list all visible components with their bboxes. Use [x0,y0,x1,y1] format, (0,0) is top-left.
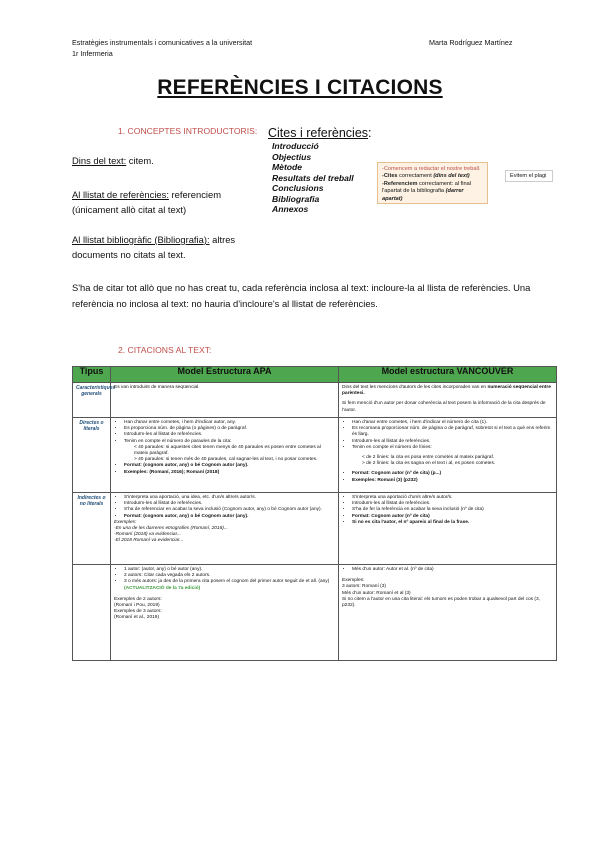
header-course: Estratègies instrumentals i comunicatives a la universitat [72,38,253,47]
table-row [73,565,557,661]
table-header-row [73,367,557,383]
cell-apa-direct: • Han d'anar entre cometes, i hem d'indicar autor, any. • Es proporciona núm. de pàgina (o pàgines) o de paràgraf. • Introduïm-les al llistat de referències. • Tenim en compte el número de paraules de la cita: < 40 paraules: si aquestes cites tenen menys de 40 paraules es posen entre cometes al mateix paràgraf. > 40 paraules: si tenen més de 40 paraules, cal sagnar-les al text, i no posar cometes. • Format: (cognom autor, any) o bé Cognom autor (any). • Exemples: (Romaní, 2016); Romaní (2018) [111,418,339,493]
def-ref [72,187,221,217]
section1-heading: 1. CONCEPTES INTRODUCTORIS: [118,126,258,136]
cites-item: Mètode [272,162,303,172]
row-label-general: Característiques generals [73,383,111,418]
def-ref-label: Al llistat de referències: [72,189,169,200]
page-title: REFERÈNCIES I CITACIONS [157,76,443,99]
def-text-value: citem. [126,155,154,166]
cites-item: Introducció [272,141,319,151]
plagiarism-box: Evitem el plagi [505,170,553,182]
cites-heading: Cites i referències: [268,126,372,140]
def-bib-label: Al llistat bibliogràfic (Bibliografia): [72,234,210,245]
note-line5: apartat) [382,195,403,202]
def-text [72,153,154,168]
row-label-indirect: Indirectes o no literals [73,493,111,565]
cites-item: Conclusions [272,183,324,193]
row-label-empty [73,565,111,661]
def-ref-value: referenciem [168,189,222,200]
cell-apa-authors: • 1 autor: (autor, any) o bé autor (any). • 2 autors: Citar cada vegada els 2 autors. • 3 o més autors: ja des de la primera cita posem el cognom del primer autor seguit de et all. (any) (ACTUALITZACIÓ de la 7a edició) Exemples de 2 autors: (Romaní i Pou, 2019) Exemples de 3 autors: (Romaní et al., 2019) [111,565,339,661]
cites-item: Objectius [272,151,312,162]
col-header-apa: Model Estructura APA [111,367,339,383]
def-bib-value: altres [209,234,236,245]
table-row [73,383,557,418]
citations-table [72,366,557,661]
cites-item: Bibliografia [272,193,320,204]
cell-vancouver-indirect: • S'interpreta una aportació d'un/s altre/s autor/s. • Introduïm-les al llistat de referències. • S'ha de fer la referència en acabar la seva inclusió (nº de cita) • Format: Cognom autor (nº de cita) • Si no es cita l'autor, el nº apareix al final de la frase. [339,493,557,565]
cell-apa-indirect: • S'interpreta una aportació, una idea, etc. d'un/s altre/s autor/s. • Introduïm-les al llistat de referències. • S'ha de referenciar en acabar la seva inclusió (Cognom autor, any) o bé Cognom autor (any). • Format: (cognom autor, any) o bé Cognom autor (any). Exemples: -En una de les darreres etnografies (Romaní, 2018)... -Romaní (2018) va evidenciar... -El 2018 Romaní va evidenciar... [111,493,339,565]
section2-heading: 2. CITACIONS AL TEXT: [118,345,212,355]
cites-item: Resultats del treball [272,172,354,183]
cites-list [272,141,354,215]
note-line4: l'apartat de la bibliografia (darrer [382,188,464,195]
intro-paragraph: S'ha de citar tot allò que no has creat tu, cada referència inclosa al text: incloure-la al llista de referències. Una referència no inclosa al text: no hauria d'incloure's al llistat de referències. [72,282,531,309]
def-bib-value2: documents no citats al text. [72,249,186,260]
cell-vancouver-authors: • Més d'un autor: Autor et al. (nº de cita) Exemples: 3 autors: Romaní (3) Més d'un autor: Romaní et al (3) Si no citem a l'autor en una cita literal: els tumors es poden trobar a qualsevol part del cos (3, p232). [339,565,557,661]
header-author: Marta Rodríguez Martínez [429,38,513,47]
note-line1: -Comencem a redactar el nostre treball. [382,166,481,172]
note-line3: -Referenciem correctament: al final [382,180,471,187]
def-bib [72,232,235,262]
header-group: 1r Infermeria [72,49,113,58]
cites-item: Annexos [272,204,309,214]
cell-vancouver-direct: • Han d'anar entre cometes, i hem d'indicar el número de cita (1). • Es recomana proporcionar núm. de pàgina o de paràgraf, sobretot si el text a què ens referim és llarg. • Introduïm-les al llistat de referències. • Tenim en compte el número de línies: < de 2 línies: la cita es posa entre cometes al mateix paràgraf. > de 2 línies: la cita es sagna en el text i al, es posen cometes. • Format: Cognom autor (nº de cita) (p...) • Exemples: Romaní (3) (p232) [339,418,557,493]
apa-update-note: (ACTUALITZACIÓ de la 7a edició) [124,585,201,591]
cites-title: Cites i referències [268,126,369,140]
table-row [73,418,557,493]
table-row [73,493,557,565]
def-text-label: Dins del text: [72,155,127,166]
col-header-type: Tipus [73,367,111,383]
cell-vancouver-general: Dins del text les mencions d'autors de les cites incorporades van en numeració seqüencial entre parèntesi. Si fem menció d'un autor per donar coherència al text posem la informació de la cita després de l'autor. [339,383,557,418]
note-line2: -Cites correctament (dins del text) [382,173,470,180]
col-header-vancouver: Model estructura VANCOUVER [339,367,557,383]
def-ref-value2: (únicament allò citat al text) [72,204,187,215]
cites-note [377,162,488,204]
cell-apa-general: Es van introduint de manera seqüencial. [111,383,339,418]
row-label-direct: Directes o literals [73,418,111,493]
